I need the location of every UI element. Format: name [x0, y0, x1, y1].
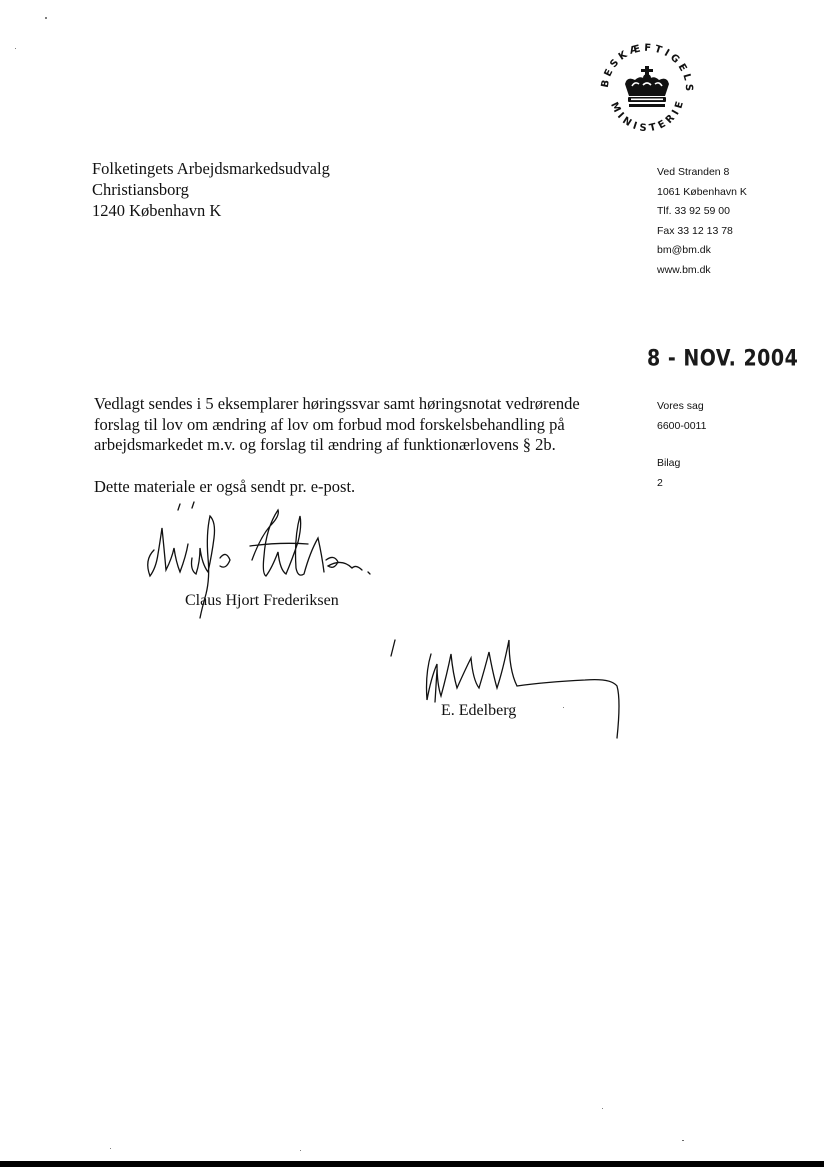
scan-speck: [15, 48, 16, 49]
signature-claus-hjort-frederiksen: [130, 498, 390, 633]
signature-e-edelberg: [385, 630, 635, 755]
attachment-label: Bilag: [657, 457, 681, 469]
attachment-reference: [657, 454, 680, 493]
scan-speck: [682, 1140, 684, 1141]
sender-phone: Tlf. 33 92 59 00: [657, 205, 730, 217]
body-paragraph: Dette materiale er også sendt pr. e-post.: [94, 476, 356, 496]
body-paragraph: Vedlagt sendes i 5 eksemplarer høringssvar samt høringsnotat vedrørende forslag til lov om ændring af lov om forbud mod forskelsbehandling på arbejdsmarkedet m.v. og forslag til ændring af funktionærlovens § 2b.: [94, 394, 580, 454]
scan-bottom-edge: [0, 1161, 824, 1167]
sender-address: [657, 163, 747, 280]
recipient-line: 1240 København K: [92, 201, 222, 220]
ministry-seal-logo: [588, 28, 706, 146]
scan-speck: [300, 1150, 301, 1151]
seal-svg: [588, 28, 706, 146]
case-label: Vores sag: [657, 400, 704, 412]
seal-bottom-text: MINISTERIE: [608, 96, 687, 135]
signer-name: E. Edelberg: [441, 702, 517, 719]
recipient-line: Christiansborg: [92, 180, 189, 199]
date-stamp: 8 - NOV. 2004: [647, 346, 799, 372]
sender-street: Ved Stranden 8: [657, 166, 730, 178]
scan-speck: [563, 707, 564, 708]
signer-name: Claus Hjort Frederiksen: [185, 592, 339, 609]
attachment-count: 2: [657, 476, 663, 489]
sender-web: www.bm.dk: [657, 263, 711, 276]
letter-body: [94, 394, 594, 497]
recipient-address: [92, 158, 330, 221]
seal-top-text: BESKÆFTIGELS: [599, 42, 695, 95]
scan-speck: [45, 17, 47, 19]
scan-speck: [602, 1108, 603, 1109]
recipient-line: Folketingets Arbejdsmarkedsudvalg: [92, 159, 330, 178]
case-number: 6600-0011: [657, 419, 707, 432]
sender-fax: Fax 33 12 13 78: [657, 224, 733, 237]
crown-icon: [625, 66, 669, 107]
sender-city: 1061 København K: [657, 185, 747, 198]
case-reference: [657, 397, 706, 436]
scan-speck: [110, 1148, 111, 1149]
sender-email: bm@bm.dk: [657, 244, 711, 256]
